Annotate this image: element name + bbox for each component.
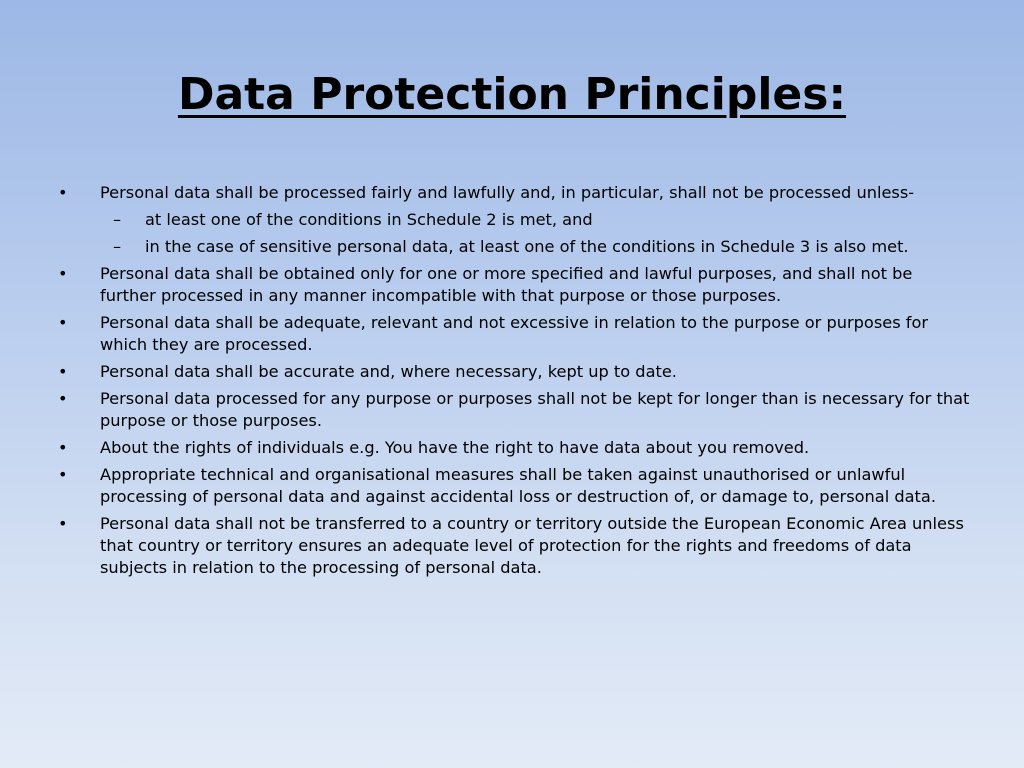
bullet-marker: •	[58, 389, 68, 408]
list-item	[0, 437, 970, 459]
list-item	[0, 388, 970, 432]
list-item	[0, 312, 970, 356]
bullet-marker: •	[58, 183, 68, 202]
bullet-marker: •	[58, 514, 68, 533]
list-item	[0, 182, 970, 204]
dash-marker: –	[113, 237, 122, 256]
list-item	[0, 263, 970, 307]
bullet-list	[0, 182, 1024, 584]
sub-list-item-text: at least one of the conditions in Schedule 2 is met, and	[145, 210, 593, 229]
list-item-text: Personal data shall not be transferred to a country or territory outside the European Economic Area unless that country or territory ensures an adequate level of protection for the rights and freedoms of data subjects in relation to the processing of personal data.	[100, 514, 964, 577]
bullet-marker: •	[58, 264, 68, 283]
sub-list-item	[0, 236, 970, 258]
list-item-text: Personal data shall be adequate, relevant and not excessive in relation to the purpose or purposes for which they are processed.	[100, 313, 929, 354]
sub-list-item-text: in the case of sensitive personal data, at least one of the conditions in Schedule 3 is also met.	[145, 237, 909, 256]
bullet-marker: •	[58, 438, 68, 457]
dash-marker: –	[113, 210, 122, 229]
list-item	[0, 513, 970, 579]
bullet-marker: •	[58, 465, 68, 484]
list-item-text: Personal data processed for any purpose or purposes shall not be kept for longer than is necessary for that purpose or those purposes.	[100, 389, 970, 430]
slide-title: Data Protection Principles:	[177, 69, 847, 120]
list-item-text: About the rights of individuals e.g. You have the right to have data about you removed.	[100, 438, 810, 457]
list-item-text: Personal data shall be processed fairly and lawfully and, in particular, shall not be processed unless-	[100, 183, 915, 202]
bullet-marker: •	[58, 313, 68, 332]
list-item	[0, 464, 970, 508]
sub-list-item	[0, 209, 970, 231]
list-item-text: Personal data shall be accurate and, where necessary, kept up to date.	[100, 362, 677, 381]
list-item	[0, 361, 970, 383]
list-item-text: Appropriate technical and organisational measures shall be taken against unauthorised or unlawful processing of personal data and against accidental loss or destruction of, or damage to, personal data.	[100, 465, 936, 506]
list-item-text: Personal data shall be obtained only for one or more specified and lawful purposes, and shall not be further processed in any manner incompatible with that purpose or those purposes.	[100, 264, 913, 305]
bullet-marker: •	[58, 362, 68, 381]
